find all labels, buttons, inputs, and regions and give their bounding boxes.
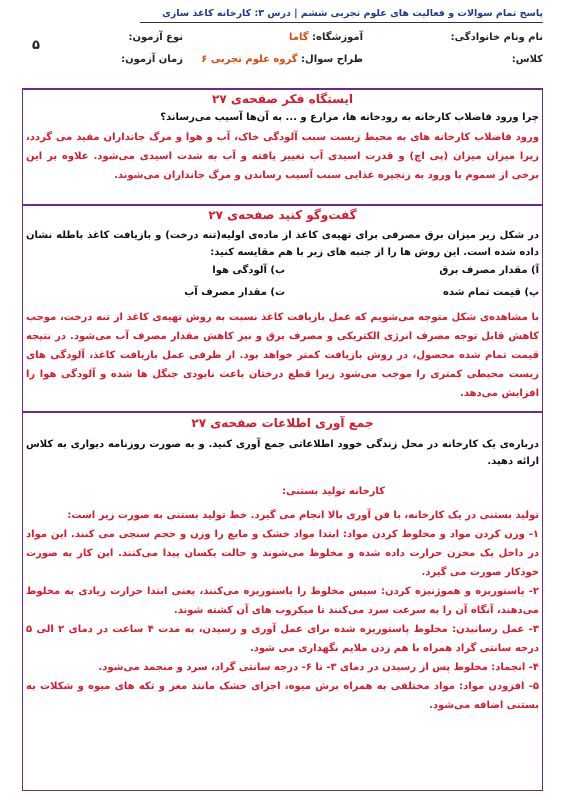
step-2: ۲- پاستوریزه و هموژنیزه کردن: سپس مخلوط را پاستوریزه می‌کنند، یعنی ابتدا حرارت زیادی به مخلوط می‌دهند، آنگاه آن را به سرعت سرد می‌کنند تا میکروب های آن کشته شوند. [26, 586, 539, 616]
designer-label: طراح سوال: گروه علوم تجربی ۶ [201, 54, 363, 65]
option-b: ب) آلودگی هوا [212, 265, 285, 276]
step-4: ۴- انجماد: مخلوط پس از رسیدن در دمای ۳- تا ۶- درجه سانتی گراد، سرد و منجمد می‌شود. [98, 662, 539, 673]
step-1: ۱- وزن کردن مواد و مخلوط کردن مواد: ابتدا مواد خشک و مایع را وزن و حجم سنجی می کنند. این مواد در داخل یک مخزن حرارت داده شده و مخلوط می‌شوند و حالت یکسان پیدا می‌کنند. این کار به صورت خودکار صورت می گیرد. [26, 529, 539, 578]
header-title: پاسخ تمام سوالات و فعالیت های علوم تجربی ششم | درس ۳: کارخانه کاغذ سازی [140, 6, 543, 23]
section-2-answer: با مشاهده‌ی شکل متوجه می‌شویم که عمل بازیافت کاغذ نسبت به روش تهیه‌ی کاغذ از تنه درخت، موجب کاهش قابل توجه مصرف انرژی الکتریکی و مصرف برق و نیز کاهش مقدار مصرف آب می‌شود. در نتیجه قیمت تمام شده محصول، در روش بازیافت کمتر خواهد بود. از طرفی عمل بازیافت کاغذ، آلودگی های زیست محیطی کمتری را موجب می‌شود زیرا قطع درختان باعث نابودی جنگل ها شده و آلودگی هوا را افزایش می‌دهد. [26, 312, 539, 399]
school-label: آموزشگاه: گاما [289, 32, 363, 43]
option-t: ت) مقدار مصرف آب [184, 287, 285, 298]
section-2-question: در شکل زیر میزان برق مصرفی برای تهیه‌ی کاغذ از ماده‌ی اولیه(تنه درخت) و بازیافت کاغذ باطله نشان داده شده است. این روش ها را از جنبه های زیر با هم مقایسه کنید: [26, 230, 539, 258]
content-frame [22, 90, 543, 791]
option-p: پ) قیمت تمام شده [442, 287, 539, 298]
step-3: ۳- عمل رسانیدن: مخلوط پاستوریزه شده برای عمل آوری و رسیدن، به مدت ۴ ساعت در دمای ۲ الی ۵ درجه سانتی گراد همراه با هم زدن ملایم نگهداری می شود. [26, 624, 539, 654]
score-value: ۵ [32, 38, 40, 53]
step-5: ۵- افزودن مواد: مواد مختلفی به همراه برش میوه، اجزای خشک مانند مغز و تکه های میوه و شکلات به بستنی اضافه می‌شود. [26, 681, 539, 711]
school-value: گاما [289, 32, 309, 43]
student-info [22, 28, 543, 70]
designer-value: گروه علوم تجربی ۶ [201, 54, 298, 65]
section-3-question: درباره‌ی یک کارخانه در محل زندگی خوود اطلاعاتی جمع آوری کنید. و به صورت روزنامه دیواری به کلاس ارائه دهید. [26, 439, 539, 467]
option-a: آ) مقدار مصرف برق [439, 265, 539, 276]
section-2-title: گفت‌وگو کنید صفحه‌ی ۲۷ [200, 206, 365, 224]
section-3-title: جمع آوری اطلاعات صفحه‌ی ۲۷ [170, 414, 395, 432]
section-3-subtitle: کارخانه تولید بستنی: [282, 486, 385, 497]
section-1-title: ایستگاه فکر صفحه‌ی ۲۷ [200, 90, 365, 108]
exam-type-label: نوع آزمون: [128, 32, 183, 43]
name-label: نام ونام خانوادگی: [450, 32, 543, 43]
section-1-question: چرا ورود فاضلاب کارخانه به رودخانه ها، مزارع و ... به آن‌ها آسیب می‌رساند؟ [160, 112, 539, 123]
steps-intro: تولید بستنی در یک کارخانه، با فن آوری بالا انجام می گیرد. خط تولید بستنی به صورت زیر است: [67, 510, 539, 521]
class-label: کلاس: [511, 54, 543, 65]
section-1-answer: ورود فاضلاب کارخانه های به محیط زیست سبب آلودگی خاک، آب و هوا و مرگ جانداران مفید می گردد، زیرا میزان میزان (پی اچ) و قدرت اسیدی آب تغییر یافته و آب به شدت اسیدی می‌شود. علاوه بر این برخی از سموم با ورود به زنجیره غذایی سبب آسیب رساندن و مرگ جانداران می‌شوند. [26, 132, 539, 181]
exam-time-label: زمان آزمون: [121, 54, 183, 65]
